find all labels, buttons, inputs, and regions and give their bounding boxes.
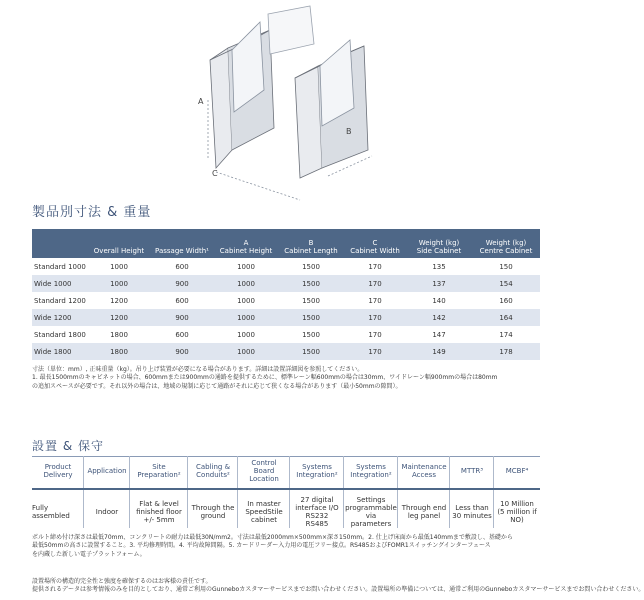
installation-column [344, 456, 398, 532]
table-cell: 160 [499, 296, 513, 305]
installation-column [494, 456, 540, 532]
table-cell: 154 [472, 275, 540, 292]
table-cell: 1500 [278, 343, 344, 360]
note-line: 1. 最長1500mmのキャビネットの場合、600mmまたは900mmの通路を提供するために、標準レーン幅600mmの場合は30mm、ワイドレーン幅900mmの場合は80mm [32, 374, 498, 382]
note-line: ボルト締め付け深さは最低70mm、コンクリートの耐力は最低30N/mm2。寸法は最低2000mm×500mm×深さ150mm。2. 仕上げ床面から最低140mmまで敷設し、基礎から [32, 534, 513, 541]
installation-column [290, 456, 344, 532]
table-cell: 137 [406, 275, 472, 292]
table-cell: 1500 [278, 309, 344, 326]
table-cell: 1000 [214, 309, 278, 326]
table-cell: 1800 [88, 343, 150, 360]
model-name-cell: Standard 1800 [34, 330, 86, 339]
installation-column [450, 456, 494, 532]
installation-column-value: Through the ground [191, 504, 235, 520]
table-cell: 150 [499, 262, 513, 271]
table-cell: 1000 [110, 262, 128, 271]
table-cell: 1200 [110, 296, 128, 305]
dimension-label-a: A [198, 97, 204, 106]
dimensions-table-header [32, 229, 540, 258]
note-line: の追加スペースが必要です。それ以外の場合は、地域の規制に応じて通路がそれに応じて狭くなる場合があります（最小50mmの隙間）。 [32, 382, 402, 390]
installation-column [398, 456, 450, 532]
table-row [32, 275, 540, 292]
note-line: を内蔵した新しい電子プラットフォーム。 [32, 550, 146, 558]
installation-column [188, 456, 238, 532]
table-cell: 900 [150, 343, 214, 360]
installation-column-value: 10 Million (5 million if NO) [497, 500, 537, 524]
column-header: B Cabinet Length [278, 229, 344, 258]
installation-column-header: Systems Integration² [296, 463, 338, 479]
table-cell: 1500 [278, 275, 344, 292]
model-name-cell: Wide 1000 [32, 275, 88, 292]
table-cell: 900 [150, 309, 214, 326]
installation-column-value: Indoor [95, 508, 119, 516]
table-cell: 1000 [237, 296, 255, 305]
table-cell: 170 [368, 296, 382, 305]
installation-column [238, 456, 290, 532]
installation-column-value: Through end leg panel [401, 504, 447, 520]
table-cell: 1200 [88, 309, 150, 326]
table-cell: 1000 [237, 330, 255, 339]
dimension-label-b: B [346, 127, 352, 136]
dimension-label-c: C [212, 169, 218, 178]
installation-header-rule [32, 488, 540, 490]
installation-column-header: Product Delivery [43, 463, 73, 479]
table-cell: 1800 [110, 330, 128, 339]
dimensions-table [32, 229, 540, 360]
installation-column-value: Fully assembled [32, 504, 70, 520]
table-cell: 149 [406, 343, 472, 360]
table-cell: 1000 [88, 275, 150, 292]
table-cell: 140 [432, 296, 446, 305]
installation-column-header: Control Board Location [249, 459, 279, 483]
table-cell: 170 [344, 309, 406, 326]
installation-column [84, 456, 130, 532]
model-name-cell: Standard 1000 [34, 262, 86, 271]
column-header: A Cabinet Height [214, 229, 278, 258]
table-cell: 600 [175, 296, 189, 305]
table-cell: 142 [406, 309, 472, 326]
table-cell: 164 [472, 309, 540, 326]
speedstile-product-drawing [150, 0, 420, 200]
installation-column-header: Systems Integration² [350, 463, 392, 479]
installation-column-header: Cabling & Conduits² [195, 463, 231, 479]
installation-column-value: Settings programmable via parameters [345, 496, 397, 528]
table-cell: 1000 [237, 262, 255, 271]
installation-column-value: 27 digital interface I/O RS232 RS485 [295, 496, 339, 528]
table-cell: 170 [344, 343, 406, 360]
dimensions-notes [32, 366, 542, 391]
installation-column-value: Less than 30 minutes [452, 504, 492, 520]
table-cell: 900 [150, 275, 214, 292]
column-header: Weight (kg) Centre Cabinet [472, 229, 540, 258]
table-cell: 170 [368, 262, 382, 271]
column-header: Passage Width¹ [150, 229, 214, 258]
installation-notes [32, 534, 542, 559]
table-cell: 170 [344, 275, 406, 292]
installation-column-value: Flat & level finished floor +/- 5mm [136, 500, 182, 524]
installation-column [32, 456, 84, 532]
model-name-cell: Wide 1200 [32, 309, 88, 326]
disclaimer-line: 提供されるデータは参考情報のみを目的としており、通常ご利用のGunneboカスタマーサービスまでお問い合わせください。設置場所の準備については、通常ご利用のGunneboカスタマーサービスまでお問い合わせください。 [32, 586, 644, 594]
disclaimer-line: 設置場所の構造的完全性と強度を確保するのはお客様の責任です。 [32, 578, 212, 585]
table-row [32, 258, 540, 275]
installation-grid [32, 456, 540, 532]
disclaimer [32, 578, 644, 595]
table-row [32, 309, 540, 326]
table-row [32, 343, 540, 360]
column-header: C Cabinet Width [344, 229, 406, 258]
installation-column-header: Site Preparation² [137, 463, 181, 479]
table-cell: 600 [175, 330, 189, 339]
model-name-cell: Standard 1200 [34, 296, 86, 305]
table-cell: 178 [472, 343, 540, 360]
installation-section-title: 設置 & 保守 [32, 439, 104, 453]
note-line: 寸法（単位：mm）, 正味重量（kg）。吊り上げ装置が必要になる場合があります。詳細は設置詳細図を参照してください。 [32, 366, 364, 373]
table-cell: 170 [368, 330, 382, 339]
note-line: 最低50mmの高さに設置すること。3. 平均修理時間。4. 平均故障間隔。5. カードリーダー入力用の電圧フリー接点。RS485およびFOMR1スイッチングインターフェース [32, 542, 491, 550]
installation-column-header: MCBF⁴ [505, 467, 529, 475]
installation-column-header: Maintenance Access [401, 463, 447, 479]
table-cell: 1500 [302, 330, 320, 339]
installation-column-header: MTTR³ [460, 467, 484, 475]
installation-column [130, 456, 188, 532]
table-cell: 1000 [214, 275, 278, 292]
dimensions-section-title: 製品別寸法 & 重量 [32, 205, 152, 220]
table-cell: 1500 [302, 262, 320, 271]
table-row [32, 292, 540, 309]
table-cell: 174 [499, 330, 513, 339]
column-header [32, 229, 88, 258]
table-cell: 147 [432, 330, 446, 339]
installation-column-value: In master SpeedStile cabinet [245, 500, 283, 524]
installation-column-header: Application [87, 467, 127, 475]
column-header: Overall Height [88, 229, 150, 258]
table-cell: 600 [175, 262, 189, 271]
table-row [32, 326, 540, 343]
model-name-cell: Wide 1800 [32, 343, 88, 360]
table-cell: 1000 [214, 343, 278, 360]
table-cell: 1500 [302, 296, 320, 305]
column-header: Weight (kg) Side Cabinet [406, 229, 472, 258]
table-cell: 135 [432, 262, 446, 271]
